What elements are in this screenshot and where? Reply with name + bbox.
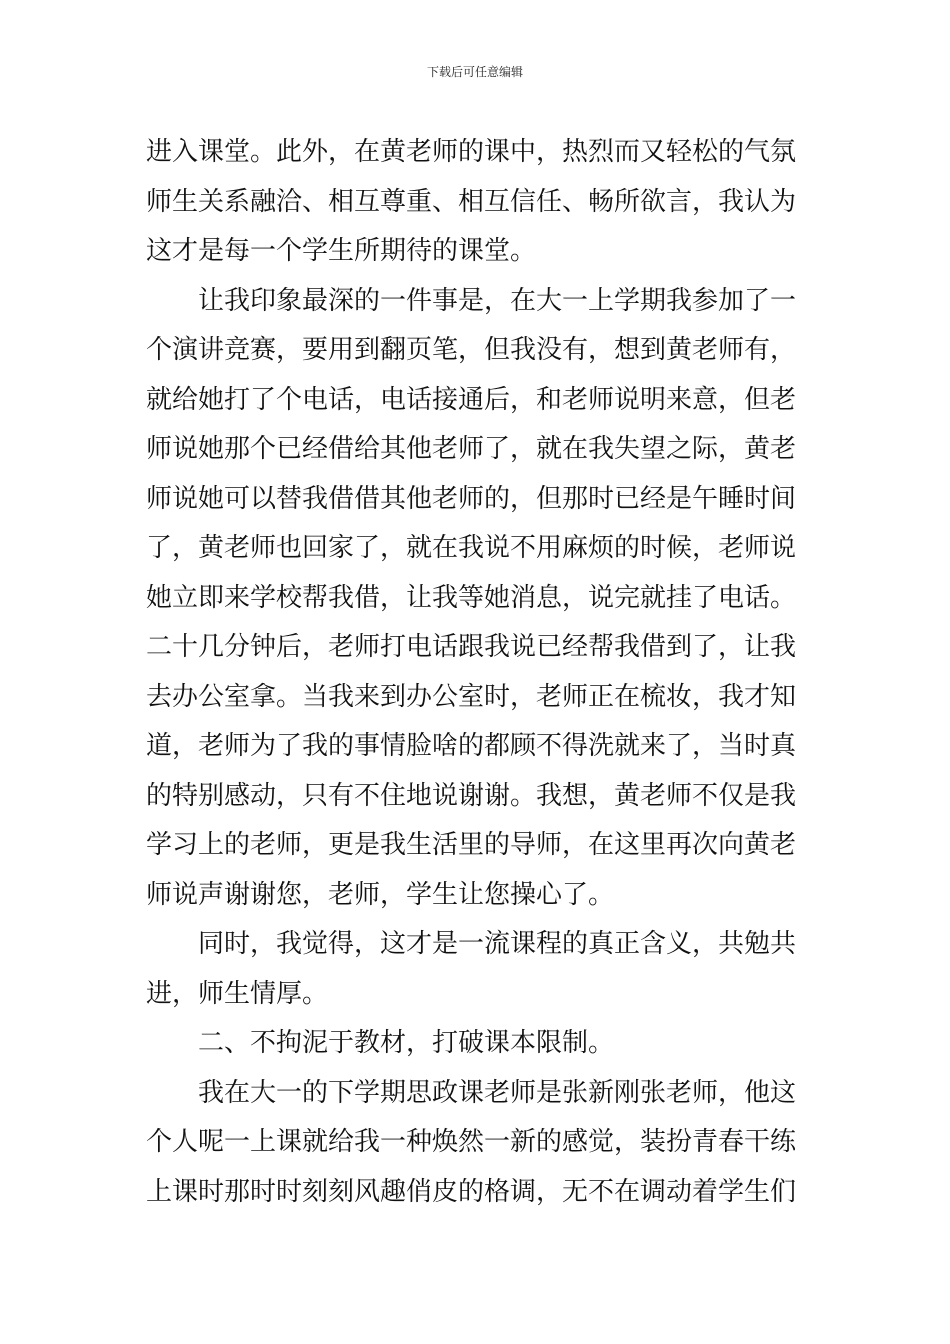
page-header: 下载后可任意编辑	[426, 65, 523, 79]
text-line: 师说声谢谢您，老师，学生让您操心了。	[146, 879, 615, 910]
text-line: 进入课堂。此外，在黄老师的课中，热烈而又轻松的气氛	[146, 137, 797, 167]
text-line: 上课时那时时刻刻风趣俏皮的格调，无不在调动着学生们	[146, 1176, 797, 1207]
text-line: 个人呢一上课就给我一种焕然一新的感觉，装扮青春干练	[146, 1127, 797, 1157]
text-line: 了，黄老师也回家了，就在我说不用麻烦的时候，老师说	[146, 533, 797, 563]
paragraph-first-line: 同时，我觉得，这才是一流课程的真正含义，共勉共	[198, 929, 797, 959]
text-line: 师说她那个已经借给其他老师了，就在我失望之际，黄老	[146, 434, 797, 464]
paragraph-first-line: 我在大一的下学期思政课老师是张新刚张老师，他这	[198, 1077, 797, 1108]
text-line: 的特别感动，只有不住地说谢谢。我想，黄老师不仅是我	[146, 780, 797, 811]
text-line: 就给她打了个电话，电话接通后，和老师说明来意，但老	[146, 384, 797, 415]
text-line: 二十几分钟后，老师打电话跟我说已经帮我借到了，让我	[146, 632, 797, 662]
text-line: 她立即来学校帮我借，让我等她消息，说完就挂了电话。	[146, 582, 797, 613]
text-line: 去办公室拿。当我来到办公室时，老师正在梳妆，我才知	[146, 681, 797, 712]
text-line: 这才是每一个学生所期待的课堂。	[146, 236, 537, 266]
paragraph-first-line: 让我印象最深的一件事是，在大一上学期我参加了一	[198, 285, 797, 316]
text-line: 学习上的老师，更是我生活里的导师，在这里再次向黄老	[146, 830, 797, 860]
text-line: 进，师生情厚。	[146, 978, 329, 1009]
text-line: 师说她可以替我借借其他老师的，但那时已经是午睡时间	[146, 483, 797, 514]
section-heading: 二、不拘泥于教材，打破课本限制。	[198, 1028, 615, 1058]
text-line: 道，老师为了我的事情脸啥的都顾不得洗就来了，当时真	[146, 731, 797, 761]
text-line: 师生关系融洽、相互尊重、相互信任、畅所欲言，我认为	[146, 186, 797, 217]
body-text	[146, 128, 806, 1217]
text-line: 个演讲竞赛，要用到翻页笔，但我没有，想到黄老师有，	[146, 335, 797, 365]
